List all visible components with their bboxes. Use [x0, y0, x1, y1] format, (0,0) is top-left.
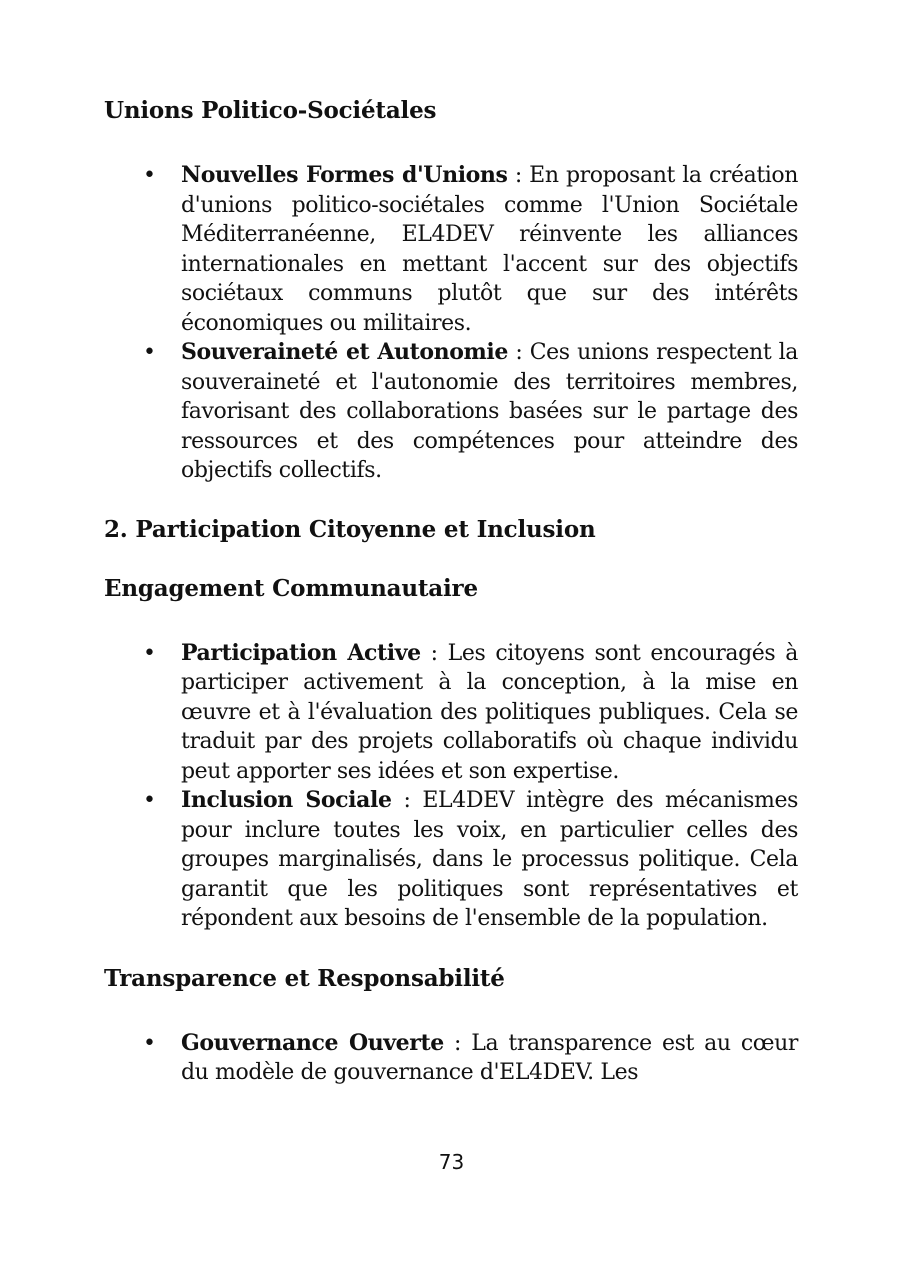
- list-item: [104, 1029, 798, 1088]
- bullet-list-engagement: [104, 639, 798, 934]
- list-item-body: : La transparence est au cœur du modèle de gouvernance d'EL4DEV. Les: [181, 1030, 798, 1085]
- bullet-icon: •: [143, 1030, 156, 1056]
- list-item-text: [181, 786, 798, 934]
- page-content: [104, 96, 798, 1088]
- bullet-list-unions: [104, 161, 798, 486]
- list-item-body: : EL4DEV intègre des mécanismes pour inclure toutes les voix, en particulier celles des groupes marginalisés, dans le processus politique. Cela garantit que les politiques sont représentatives et répondent aux besoins de l'ensemble de la population.: [181, 788, 798, 931]
- list-item-term: Participation Active: [181, 639, 421, 666]
- list-item-text: [181, 338, 798, 486]
- list-item-body: : En proposant la création d'unions politico-sociétales comme l'Union Sociétale Méditerranéenne, EL4DEV réinvente les alliances internationales en mettant l'accent sur des objectifs sociétaux communs plutôt que sur des intérêts économiques ou militaires.: [181, 163, 799, 336]
- list-item: [104, 161, 798, 338]
- list-item-body: : Les citoyens sont encouragés à participer activement à la conception, à la mise en œuvre et à l'évaluation des politiques publiques. Cela se traduit par des projets collaboratifs où chaque individu peut apporter ses idées et son expertise.: [181, 640, 798, 784]
- list-item: [104, 639, 798, 787]
- bullet-icon: •: [143, 163, 156, 188]
- bullet-icon: •: [143, 788, 156, 813]
- list-item-term: Nouvelles Formes d'Unions: [181, 162, 508, 188]
- page-number: 73: [438, 1150, 465, 1174]
- bullet-icon: •: [143, 640, 156, 666]
- section-heading-transparence: Transparence et Responsabilité: [104, 964, 505, 992]
- list-item-text: [181, 1029, 798, 1088]
- list-item-body: : Ces unions respectent la souveraineté et l'autonomie des territoires membres, favorisant des collaborations basées sur le partage des ressources et des compétences pour atteindre des objectifs collectifs.: [181, 340, 799, 483]
- section-heading-participation: 2. Participation Citoyenne et Inclusion: [104, 515, 596, 543]
- section-heading-unions: Unions Politico-Sociétales: [104, 97, 437, 124]
- bullet-list-transparence: [104, 1029, 798, 1088]
- list-item-term: Gouvernance Ouverte: [181, 1029, 444, 1056]
- list-item-term: Inclusion Sociale: [181, 787, 392, 813]
- list-item-term: Souveraineté et Autonomie: [181, 339, 508, 365]
- list-item-text: [181, 161, 798, 338]
- list-item: [104, 338, 798, 486]
- list-item: [104, 786, 798, 934]
- bullet-icon: •: [143, 340, 156, 365]
- section-heading-engagement: Engagement Communautaire: [104, 574, 478, 602]
- list-item-text: [181, 639, 798, 787]
